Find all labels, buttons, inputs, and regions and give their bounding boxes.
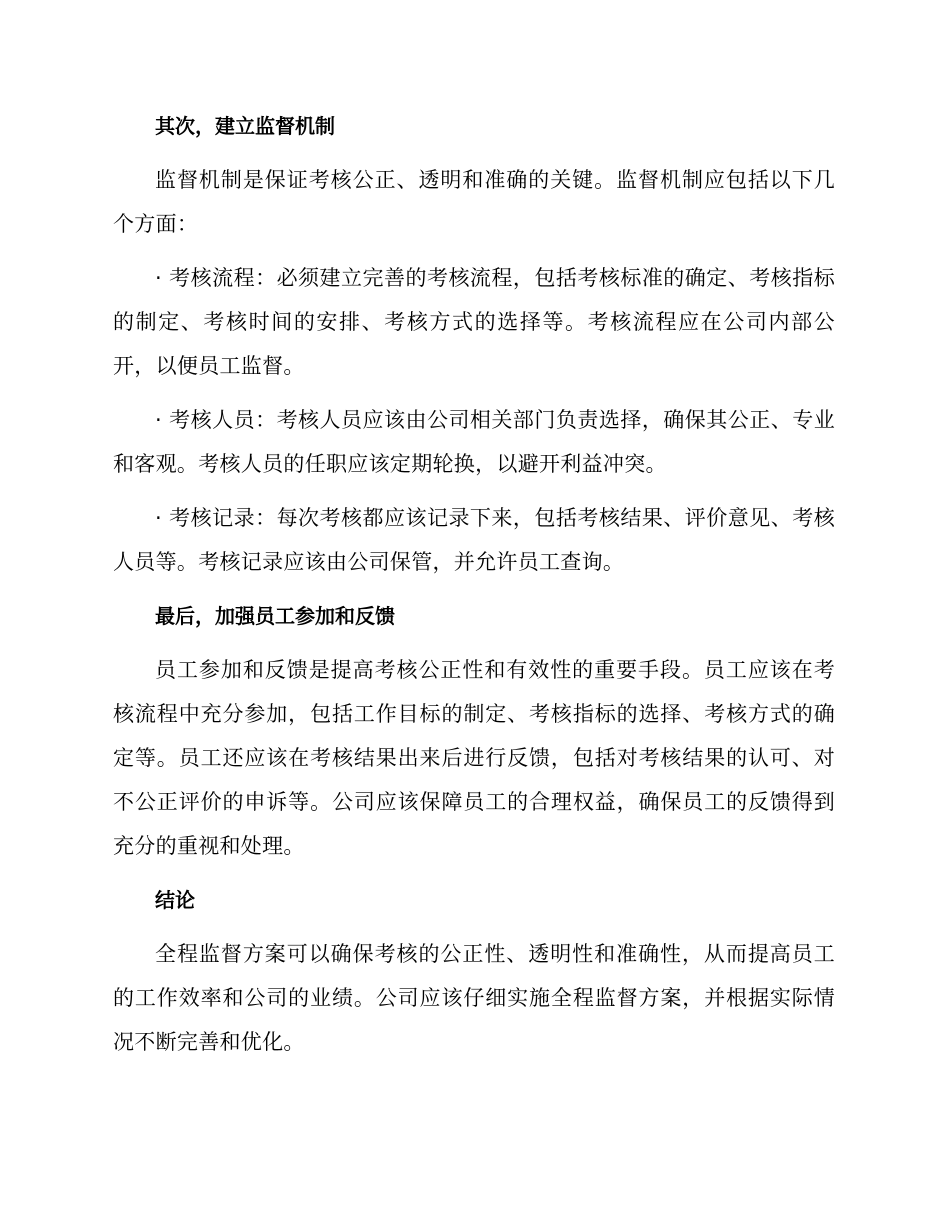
feedback-paragraph: 员工参加和反馈是提高考核公正性和有效性的重要手段。员工应该在考核流程中充分参加，包括工作目标的制定、考核指标的选择、考核方式的确定等。员工还应该在考核结果出来后进行反馈，包括对考核结果的认可、对不公正评价的申诉等。公司应该保障员工的合理权益，确保员工的反馈得到充分的重视和处理。 (113, 658, 835, 858)
section-heading-conclusion: 结论 (155, 888, 195, 912)
bullet-assessment-process: · 考核流程：必须建立完善的考核流程，包括考核标准的确定、考核指标的制定、考核时间的安排、考核方式的选择等。考核流程应在公司内部公开，以便员工监督。 (113, 266, 835, 378)
document-body (113, 104, 835, 1074)
section-heading-supervision: 其次，建立监督机制 (155, 114, 335, 138)
section-heading-feedback: 最后，加强员工参加和反馈 (155, 604, 395, 628)
conclusion-paragraph: 全程监督方案可以确保考核的公正性、透明性和准确性，从而提高员工的工作效率和公司的业绩。公司应该仔细实施全程监督方案，并根据实际情况不断完善和优化。 (113, 942, 835, 1054)
bullet-assessment-personnel: · 考核人员：考核人员应该由公司相关部门负责选择，确保其公正、专业和客观。考核人员的任职应该定期轮换，以避开利益冲突。 (113, 408, 835, 476)
supervision-intro-paragraph: 监督机制是保证考核公正、透明和准确的关键。监督机制应包括以下几个方面： (113, 168, 835, 236)
bullet-assessment-records: · 考核记录：每次考核都应该记录下来，包括考核结果、评价意见、考核人员等。考核记录应该由公司保管，并允许员工查询。 (113, 506, 835, 574)
